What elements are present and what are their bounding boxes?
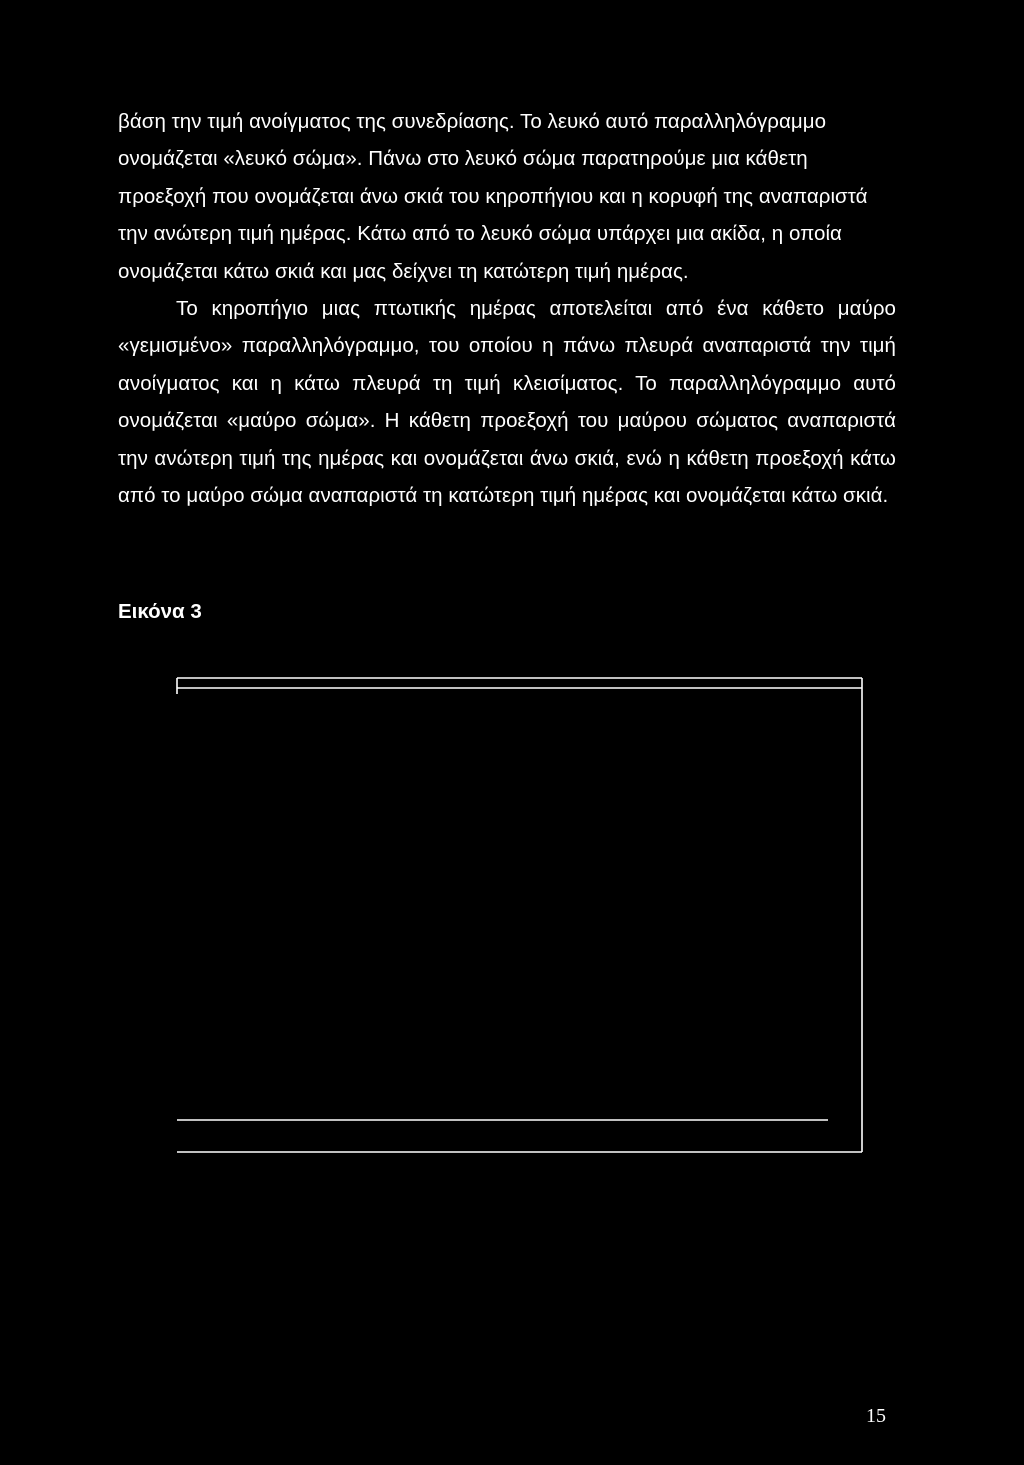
- paragraph-2: Το κηροπήγιο μιας πτωτικής ημέρας αποτελείται από ένα κάθετο μαύρο «γεμισμένο» παραλληλόγραμμο, του οποίου η πάνω πλευρά αναπαριστά την τιμή ανοίγματος και η κάτω πλευρά τη τιμή κλεισίματος. Το παραλληλόγραμμο αυτό ονομάζεται «μαύρο σώμα». Η κάθετη προεξοχή του μαύρου σώματος αναπαριστά την ανώτερη τιμή της ημέρας και ονομάζεται άνω σκιά, ενώ η κάθετη προεξοχή κάτω από το μαύρο σώμα αναπαριστά τη κατώτερη τιμή ημέρας και ονομάζεται κάτω σκιά.: [118, 297, 896, 508]
- paragraph-1: βάση την τιμή ανοίγματος της συνεδρίασης. Το λευκό αυτό παραλληλόγραμμο ονομάζεται «λευκό σώμα». Πάνω στο λευκό σώμα παρατηρούμε μια κάθετη προεξοχή που ονομάζεται άνω σκιά του κηροπήγιου και η κορυφή της αναπαριστά την ανώτερη τιμή ημέρας. Κάτω από το λευκό σώμα υπάρχει μια ακίδα, η οποία ονομάζεται κάτω σκιά και μας δείχνει τη κατώτερη τιμή ημέρας.: [118, 110, 868, 283]
- page-number: 15: [866, 1405, 886, 1427]
- figure-caption: Εικόνα 3: [118, 600, 202, 623]
